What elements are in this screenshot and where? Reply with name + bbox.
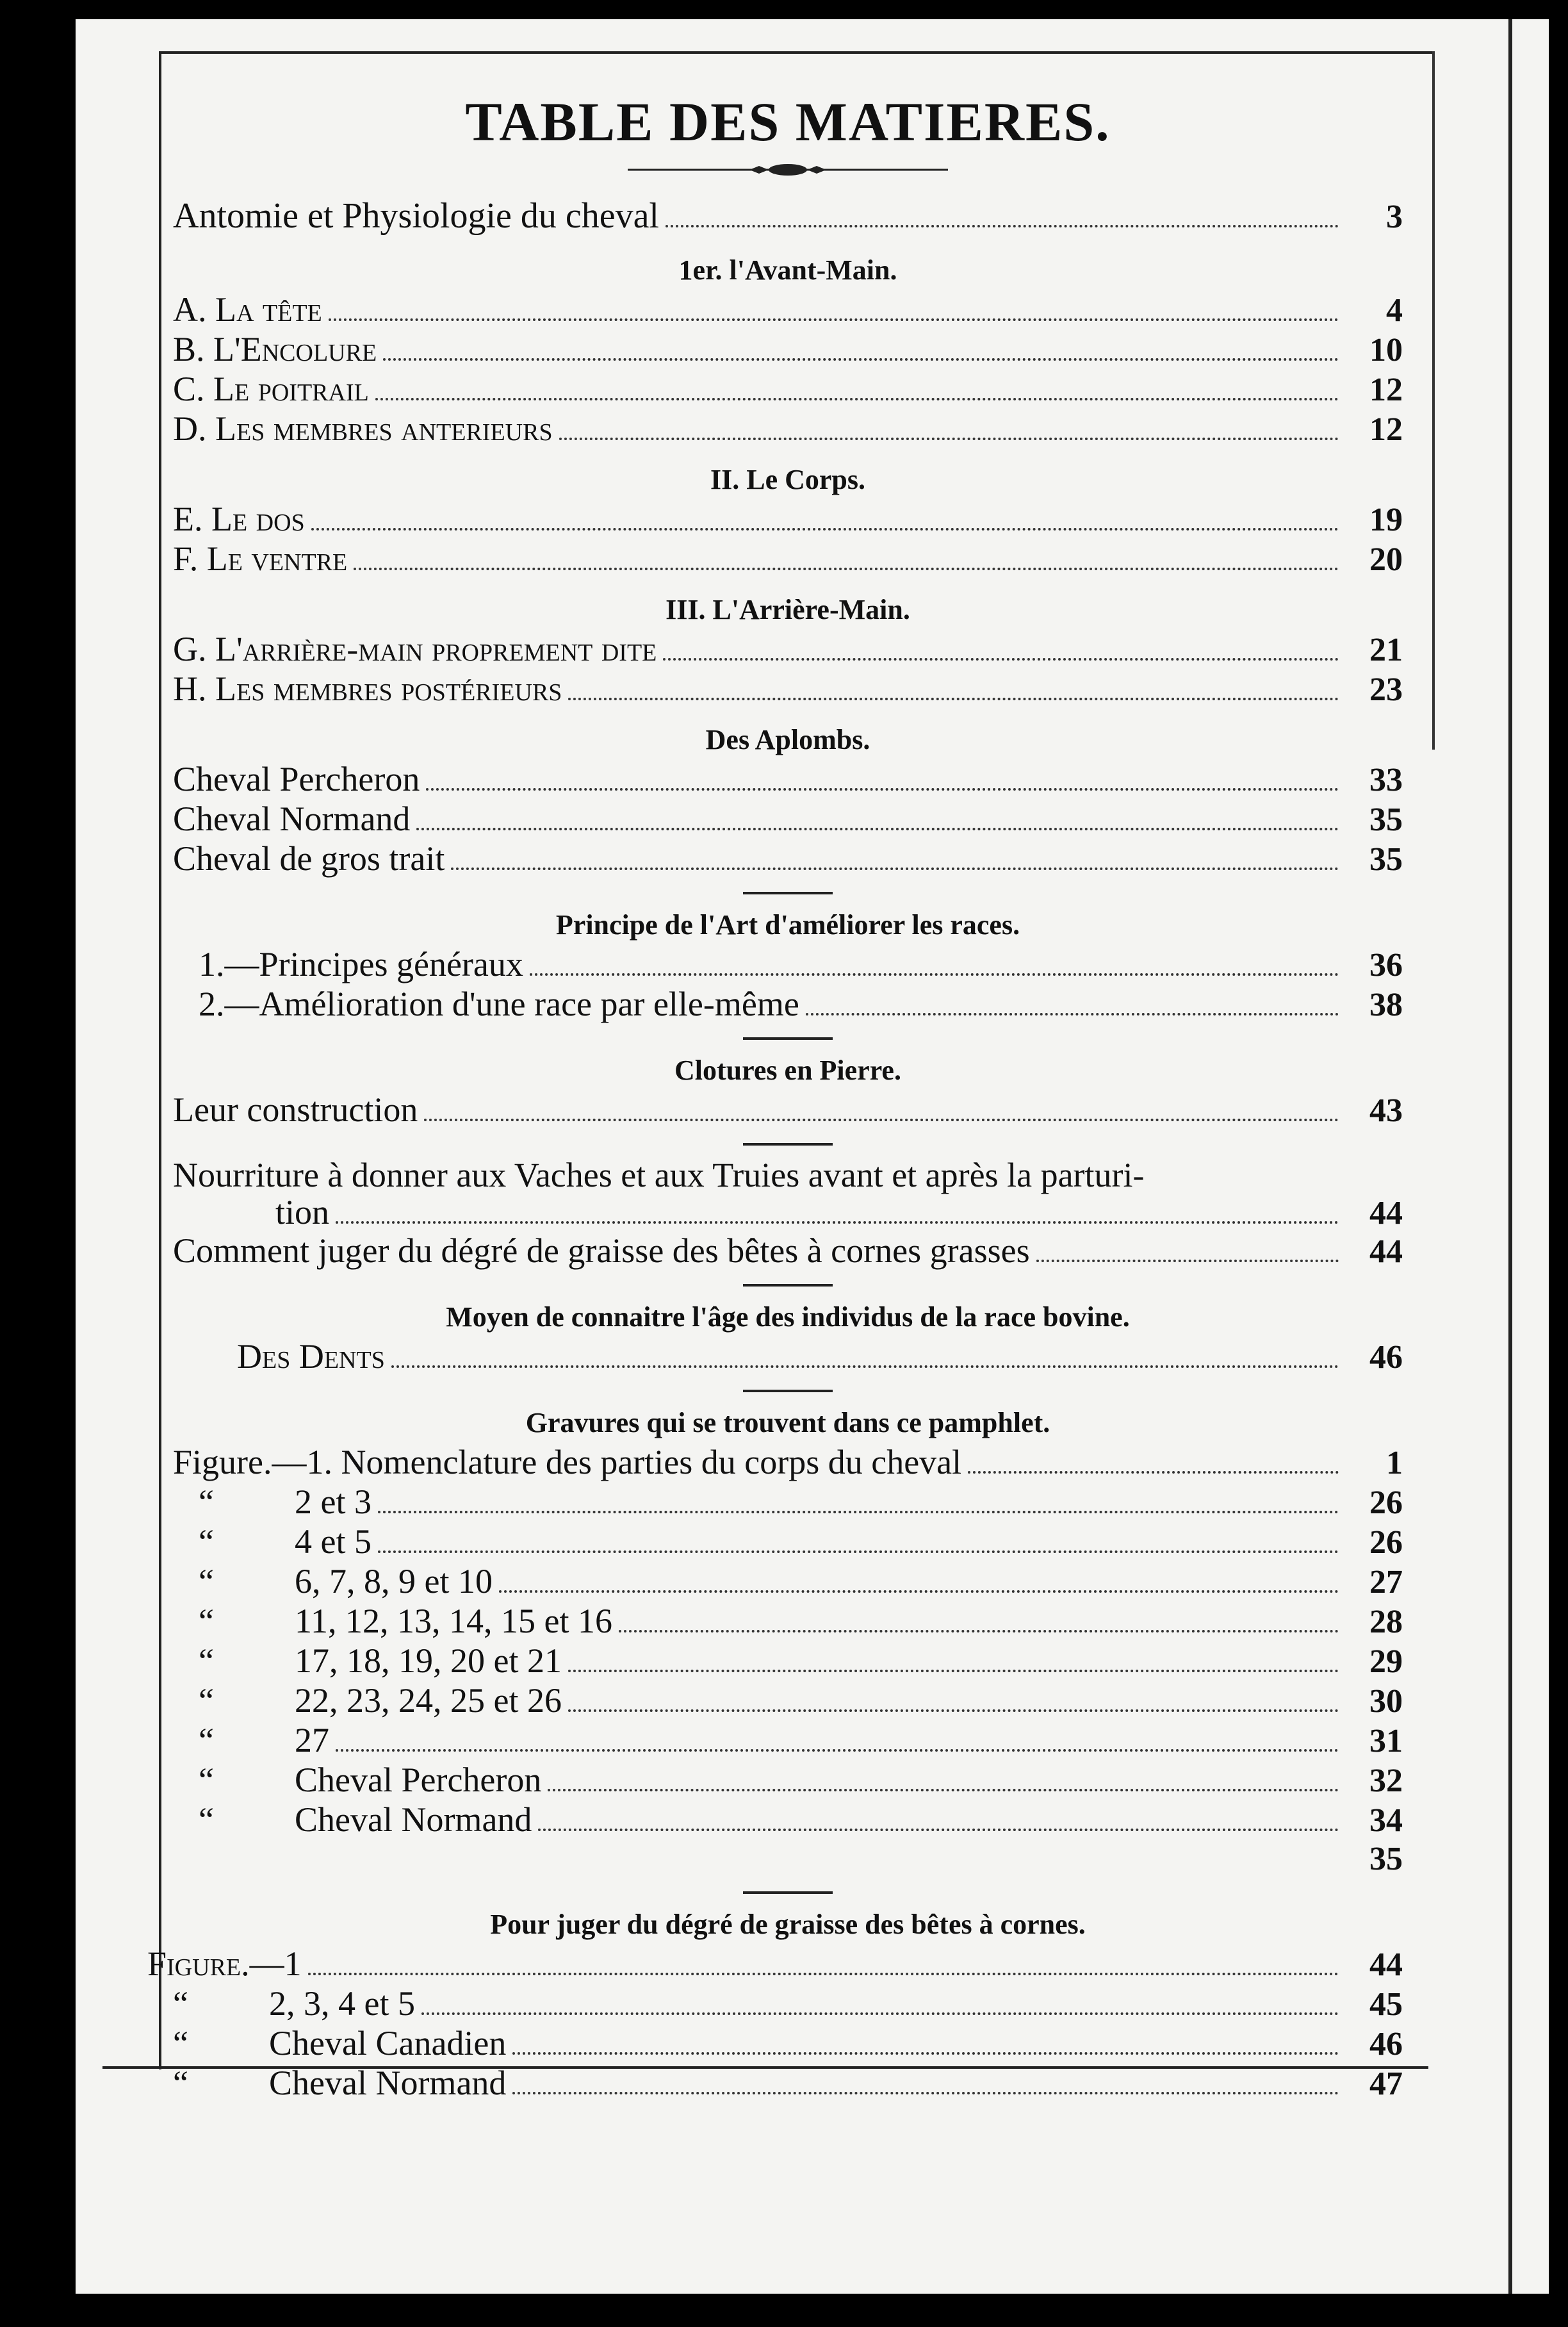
leader-dots <box>336 1221 1339 1224</box>
toc-entry-intro <box>173 193 1403 240</box>
toc-label: 4 et 5 <box>295 1522 372 1561</box>
leader-dots <box>391 1365 1339 1368</box>
toc-page: 46 <box>1369 2026 1403 2062</box>
page-edge <box>1508 19 1512 2294</box>
toc-page: 26 <box>1369 1484 1403 1521</box>
ditto-mark: “ <box>199 1800 214 1839</box>
toc-entry-figure <box>173 1681 1403 1721</box>
toc-label: Cheval Normand <box>269 2064 507 2102</box>
leader-dots <box>378 1550 1339 1553</box>
toc-entry-figure <box>173 2024 1403 2064</box>
toc-label: Figure.—1. Nomenclature des parties du corps du cheval <box>173 1443 962 1481</box>
toc-label: A. La tête <box>173 290 322 329</box>
toc-label: 11, 12, 13, 14, 15 et 16 <box>295 1602 612 1640</box>
toc-entry-graisse-figure-1 <box>147 1945 1403 1984</box>
toc-entry <box>173 409 1403 449</box>
toc-label: 1.—Principes généraux <box>199 945 523 983</box>
toc-entry <box>173 500 1403 539</box>
toc-page: 35 <box>1369 841 1403 878</box>
leader-dots <box>426 788 1339 791</box>
toc-entry <box>173 330 1403 370</box>
toc-page: 29 <box>1369 1643 1403 1680</box>
toc-label: Cheval Normand <box>173 800 411 838</box>
toc-entry-figure <box>173 1721 1403 1761</box>
section-heading-moyen: Moyen de connaitre l'âge des individus de la race bovine. <box>446 1301 1130 1333</box>
toc-entry <box>173 760 1403 800</box>
separator <box>743 1143 833 1146</box>
toc-entry <box>173 839 1403 879</box>
leader-dots <box>568 698 1339 700</box>
leader-dots <box>1036 1260 1339 1262</box>
leader-dots <box>530 973 1339 976</box>
page-title: TABLE DES MATIERES. <box>465 91 1111 152</box>
graisse-list <box>173 1984 1403 2103</box>
leader-dots <box>666 225 1339 227</box>
toc-entry-figure <box>173 2064 1403 2103</box>
toc-label: C. Le poitrail <box>173 370 369 408</box>
leader-dots <box>968 1471 1339 1474</box>
frame-rule-right <box>1432 51 1435 750</box>
section-heading-gravures: Gravures qui se trouvent dans ce pamphlet. <box>525 1407 1050 1438</box>
separator <box>743 1891 833 1894</box>
toc-page: 44 <box>1369 1195 1403 1231</box>
toc-entry <box>173 1090 1403 1130</box>
leader-dots <box>512 2092 1339 2094</box>
leader-dots <box>806 1013 1339 1015</box>
toc-page: 44 <box>1369 1946 1403 1983</box>
toc-entry-figure <box>173 1984 1403 2024</box>
leader-dots <box>416 828 1339 830</box>
toc-label: B. L'Encolure <box>173 330 377 368</box>
leader-dots <box>421 2012 1339 2015</box>
toc-label: Cheval Normand <box>295 1800 532 1839</box>
toc-entry-nourriture <box>173 1156 1403 1194</box>
toc-label: 22, 23, 24, 25 et 26 <box>295 1681 562 1720</box>
ditto-mark: “ <box>199 1761 214 1799</box>
frame-rule-top <box>159 51 1433 54</box>
leader-dots <box>336 1749 1339 1752</box>
toc-entry-figure <box>173 1562 1403 1602</box>
toc-page: 12 <box>1369 372 1403 408</box>
ditto-mark: “ <box>199 1641 214 1680</box>
toc-page: 19 <box>1369 502 1403 538</box>
toc-label: 27 <box>295 1721 329 1759</box>
ditto-mark: “ <box>173 2064 188 2102</box>
section-heading-graisse: Pour juger du dégré de graisse des bêtes à cornes. <box>490 1909 1086 1940</box>
toc-page: 20 <box>1369 541 1403 578</box>
toc-label: Cheval Percheron <box>173 760 420 798</box>
leader-dots <box>354 568 1339 570</box>
separator <box>743 1284 833 1287</box>
toc-label: tion <box>275 1193 330 1231</box>
toc-label: 17, 18, 19, 20 et 21 <box>295 1641 562 1680</box>
toc-label: 6, 7, 8, 9 et 10 <box>295 1562 493 1600</box>
toc-entry-figure <box>173 1641 1403 1681</box>
toc-entry-comment <box>173 1231 1403 1271</box>
leader-dots <box>548 1789 1339 1791</box>
section-heading: 1er. l'Avant-Main. <box>678 254 897 286</box>
toc-label: Des Dents <box>237 1337 385 1376</box>
leader-dots <box>538 1829 1339 1831</box>
separator <box>743 1037 833 1040</box>
toc-label: H. Les membres postérieurs <box>173 670 562 708</box>
toc-label: F. Le ventre <box>173 539 348 578</box>
ditto-mark: “ <box>173 1984 188 2023</box>
toc-entry <box>173 290 1403 330</box>
leader-dots <box>559 438 1339 440</box>
toc-entry <box>173 985 1403 1024</box>
toc-page: 33 <box>1369 762 1403 798</box>
leader-dots <box>424 1119 1339 1121</box>
toc-page: 44 <box>1369 1233 1403 1270</box>
toc-entry-figure-1 <box>173 1443 1403 1483</box>
toc-entry-figure <box>173 1800 1403 1840</box>
toc-entry <box>173 800 1403 839</box>
section-heading: Clotures en Pierre. <box>674 1055 901 1086</box>
toc-label: Cheval de gros trait <box>173 839 445 878</box>
section-heading: Des Aplombs. <box>705 724 870 755</box>
toc-entry <box>173 670 1403 709</box>
toc-label: E. Le dos <box>173 500 305 538</box>
toc-label: 2 et 3 <box>295 1483 372 1521</box>
ornament-divider <box>628 160 948 179</box>
leader-dots <box>375 398 1339 400</box>
toc-entry-figure <box>173 1483 1403 1522</box>
section-heading: III. L'Arrière-Main. <box>666 594 910 625</box>
toc-page: 45 <box>1369 1986 1403 2023</box>
ditto-mark: “ <box>199 1522 214 1561</box>
toc-page: 12 <box>1369 411 1403 448</box>
toc-page: 30 <box>1369 1683 1403 1720</box>
leader-dots <box>451 867 1339 870</box>
toc-entry <box>173 945 1403 985</box>
toc-page: 38 <box>1369 987 1403 1023</box>
separator <box>743 1390 833 1392</box>
toc-label: Cheval Percheron <box>295 1761 542 1799</box>
toc-label: Nourriture à donner aux Vaches et aux Truies avant et après la parturi- <box>173 1156 1145 1194</box>
toc-entry-figure <box>173 1602 1403 1641</box>
toc-label: D. Les membres anterieurs <box>173 409 553 448</box>
toc-entry-figure <box>173 1522 1403 1562</box>
toc-page: 23 <box>1369 671 1403 708</box>
frame-rule-left <box>159 51 161 2069</box>
toc-page: 28 <box>1369 1604 1403 1640</box>
toc-label: Antomie et Physiologie du cheval <box>173 196 659 236</box>
toc-page: 27 <box>1369 1564 1403 1600</box>
leader-dots <box>512 2052 1339 2055</box>
toc-label: Cheval Canadien <box>269 2024 507 2062</box>
toc-page: 4 <box>1386 292 1403 329</box>
toc-entry <box>173 539 1403 579</box>
leader-dots <box>568 1709 1339 1712</box>
toc-page: 43 <box>1369 1092 1403 1129</box>
toc-page: 31 <box>1369 1723 1403 1759</box>
toc-label: Figure.—1 <box>147 1945 302 1983</box>
toc-page: 10 <box>1369 332 1403 368</box>
toc-entry-dents <box>173 1337 1403 1377</box>
table-of-contents <box>147 90 1403 2103</box>
section-heading: Principe de l'Art d'améliorer les races. <box>555 909 1020 941</box>
toc-entry-nourriture-cont <box>173 1194 1403 1231</box>
leader-dots <box>663 658 1339 661</box>
toc-page: 26 <box>1369 1524 1403 1561</box>
ditto-mark: “ <box>199 1602 214 1640</box>
ditto-mark: “ <box>173 2024 188 2062</box>
toc-label: Comment juger du dégré de graisse des bêtes à cornes grasses <box>173 1231 1030 1270</box>
leader-dots <box>329 318 1339 321</box>
ditto-mark: “ <box>199 1562 214 1600</box>
toc-label: G. L'arrière-main proprement dite <box>173 630 657 668</box>
leader-dots <box>568 1670 1339 1672</box>
ditto-mark: “ <box>199 1721 214 1759</box>
toc-page: 21 <box>1369 632 1403 668</box>
leader-dots <box>499 1590 1339 1593</box>
toc-page: 1 <box>1386 1445 1403 1481</box>
section-heading: II. Le Corps. <box>710 464 866 495</box>
leader-dots <box>311 528 1339 530</box>
toc-entry-last <box>173 1840 1403 1879</box>
toc-page: 3 <box>1386 199 1403 235</box>
leader-dots <box>308 1973 1339 1975</box>
ditto-mark: “ <box>199 1483 214 1521</box>
toc-page: 35 <box>1369 802 1403 838</box>
separator <box>743 892 833 894</box>
toc-page: 34 <box>1369 1802 1403 1839</box>
leader-dots <box>378 1511 1339 1513</box>
gravures-list <box>173 1483 1403 1840</box>
toc-page: 46 <box>1369 1339 1403 1376</box>
toc-page: 35 <box>1369 1841 1403 1877</box>
leader-dots <box>619 1630 1339 1632</box>
toc-page: 36 <box>1369 947 1403 983</box>
toc-entry <box>173 370 1403 409</box>
toc-page: 47 <box>1369 2066 1403 2102</box>
toc-label: Leur construction <box>173 1090 418 1129</box>
toc-entry <box>173 630 1403 670</box>
toc-sections <box>173 254 1403 1130</box>
leader-dots <box>383 358 1339 361</box>
toc-label: 2.—Amélioration d'une race par elle-même <box>199 985 799 1023</box>
ditto-mark: “ <box>199 1681 214 1720</box>
toc-entry-figure <box>173 1761 1403 1800</box>
toc-label: 2, 3, 4 et 5 <box>269 1984 415 2023</box>
toc-page: 32 <box>1369 1763 1403 1799</box>
